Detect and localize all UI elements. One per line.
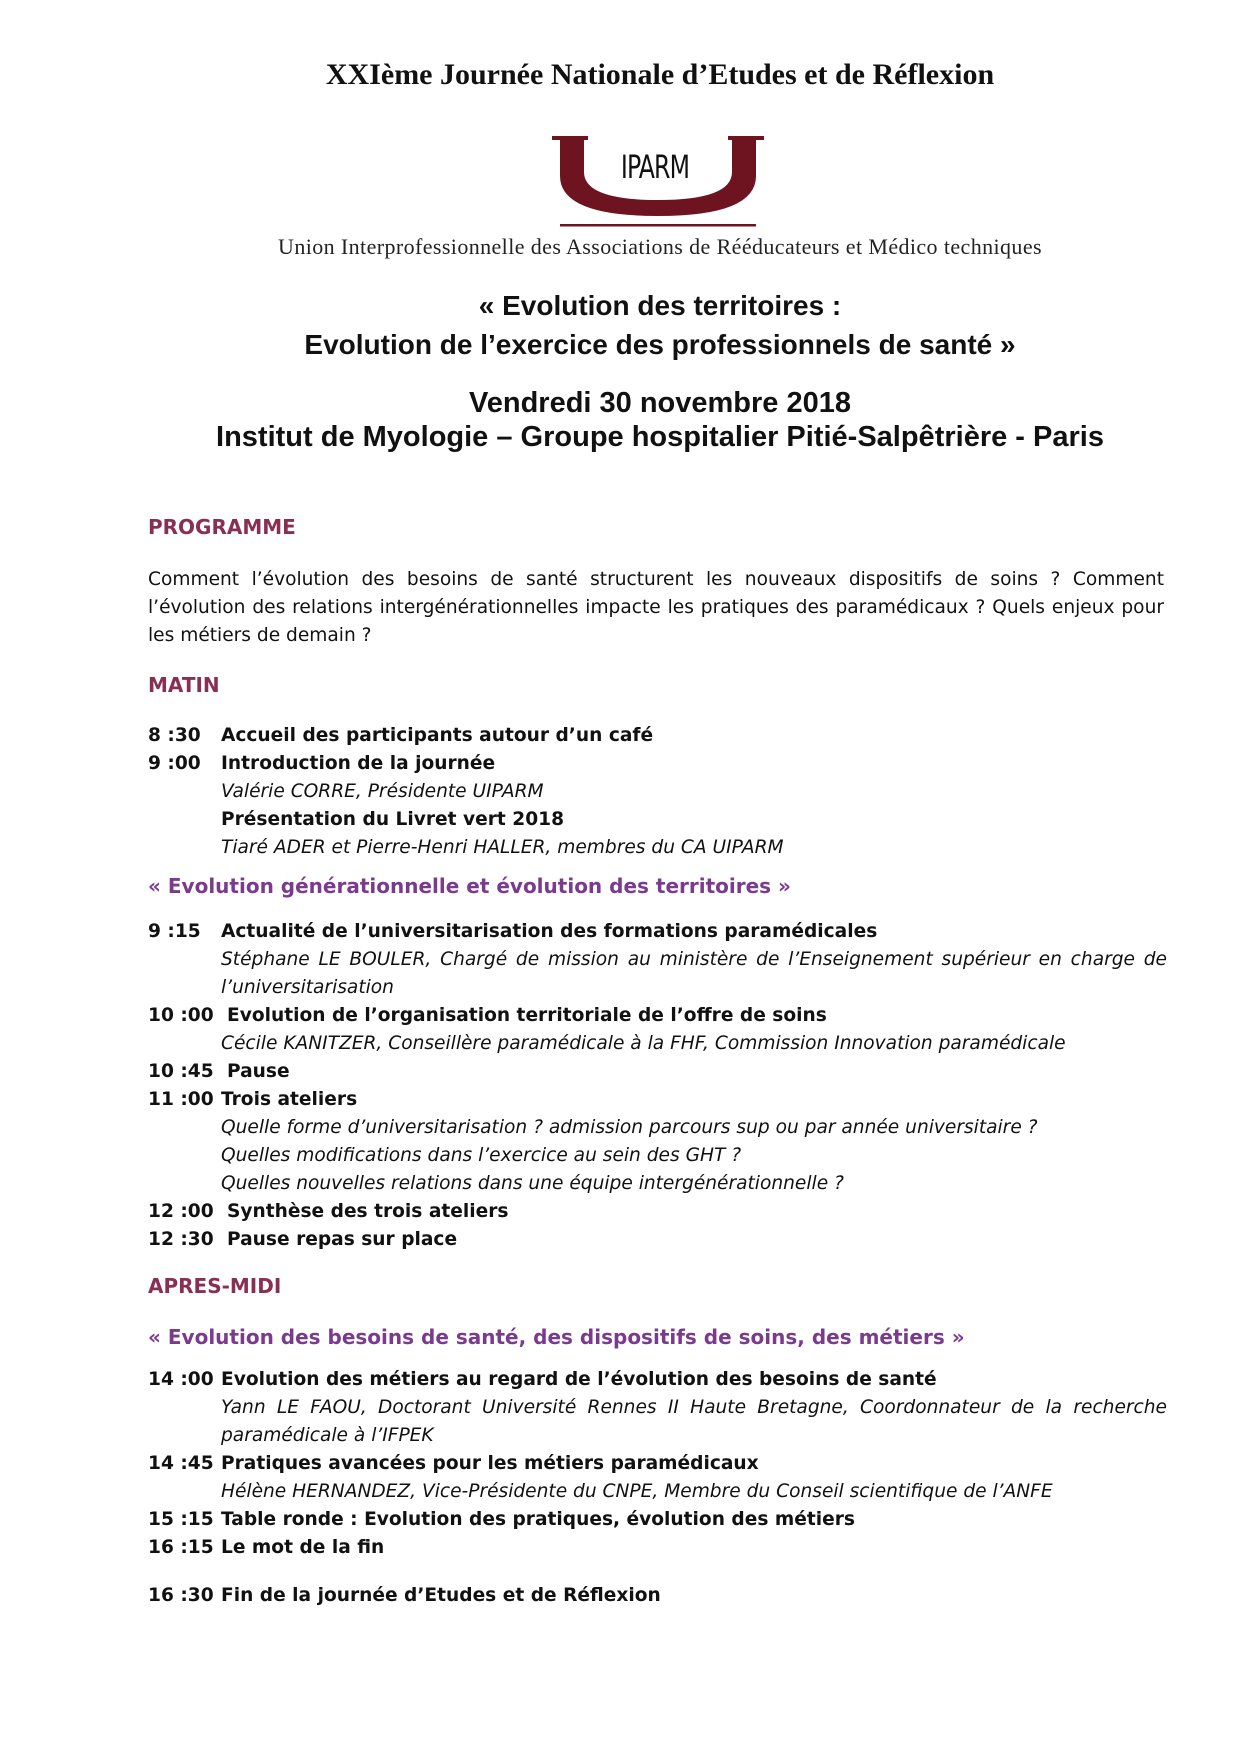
logo-text: IPARM (620, 148, 690, 186)
time: 14 :45 (148, 1453, 214, 1474)
speaker: Tiaré ADER et Pierre-Henri HALLER, membres du CA UIPARM (221, 837, 784, 858)
workshop-item: Quelles nouvelles relations dans une équipe intergénérationnelle ? (221, 1173, 844, 1194)
session-title: Pause (227, 1061, 290, 1082)
speaker: Stéphane LE BOULER, Chargé de mission au ministère de l’Enseignement supérieur en charge de l’universitarisation (221, 949, 1167, 998)
workshop-item: Quelle forme d’universitarisation ? admission parcours sup ou par année universitaire ? (221, 1117, 1038, 1138)
time: 16 :15 (148, 1537, 214, 1558)
time: 15 :15 (148, 1509, 214, 1530)
time: 10 :45 (148, 1061, 214, 1082)
theme-line-2: Evolution de l’exercice des professionnels de santé » (304, 329, 1016, 360)
time: 12 :30 (148, 1229, 214, 1250)
speaker: Yann LE FAOU, Doctorant Université Rennes II Haute Bretagne, Coordonnateur de la recherche paramédicale à l’IFPEK (221, 1397, 1167, 1446)
session-title: Table ronde : Evolution des pratiques, évolution des métiers (221, 1509, 855, 1530)
time: 14 :00 (148, 1369, 214, 1390)
event-venue: Institut de Myologie – Groupe hospitalier Pitié-Salpêtrière - Paris (216, 421, 1104, 453)
time: 16 :30 (148, 1585, 214, 1606)
session-title: Evolution des métiers au regard de l’évolution des besoins de santé (221, 1369, 937, 1390)
session-title: Le mot de la fin (221, 1537, 385, 1558)
afternoon-heading: APRES-MIDI (148, 1274, 282, 1298)
page-title: XXIème Journée Nationale d’Etudes et de Réflexion (325, 58, 995, 91)
time: 9 :15 (148, 921, 201, 942)
session-title: Fin de la journée d’Etudes et de Réflexion (221, 1585, 661, 1606)
subtheme-morning: « Evolution générationnelle et évolution des territoires » (148, 874, 791, 898)
session-title: Pause repas sur place (227, 1229, 458, 1250)
theme-line-1: « Evolution des territoires : (478, 290, 842, 321)
session-title: Pratiques avancées pour les métiers paramédicaux (221, 1453, 759, 1474)
morning-heading: MATIN (148, 673, 220, 697)
subtheme-afternoon: « Evolution des besoins de santé, des dispositifs de soins, des métiers » (148, 1325, 965, 1349)
speaker: Hélène HERNANDEZ, Vice-Présidente du CNPE, Membre du Conseil scientifique de l’ANFE (221, 1481, 1053, 1502)
speaker: Valérie CORRE, Présidente UIPARM (221, 781, 544, 802)
programme-heading: PROGRAMME (148, 515, 296, 539)
session-title: Trois ateliers (221, 1089, 358, 1110)
session-title: Introduction de la journée (221, 753, 496, 774)
workshop-item: Quelles modifications dans l’exercice au sein des GHT ? (221, 1145, 742, 1166)
session-subtitle: Présentation du Livret vert 2018 (221, 809, 565, 830)
time: 10 :00 (148, 1005, 214, 1026)
event-date: Vendredi 30 novembre 2018 (468, 387, 852, 419)
session-title: Synthèse des trois ateliers (227, 1201, 509, 1222)
time: 9 :00 (148, 753, 201, 774)
programme-intro: Comment l’évolution des besoins de santé structurent les nouveaux dispositifs de soins ? Comment l’évolution des relations intergénérationnelles impacte les pratiques des paramédicaux ? Quels enjeux pour les métiers de demain ? (148, 569, 1164, 646)
time: 11 :00 (148, 1089, 214, 1110)
organization-name: Union Interprofessionnelle des Associations de Rééducateurs et Médico techniques (278, 234, 1042, 259)
time: 8 :30 (148, 725, 201, 746)
session-title: Accueil des participants autour d’un café (221, 725, 654, 746)
session-title: Actualité de l’universitarisation des formations paramédicales (221, 921, 878, 942)
time: 12 :00 (148, 1201, 214, 1222)
speaker: Cécile KANITZER, Conseillère paramédicale à la FHF, Commission Innovation paramédicale (221, 1033, 1066, 1054)
session-title: Evolution de l’organisation territoriale de l’offre de soins (227, 1005, 827, 1026)
